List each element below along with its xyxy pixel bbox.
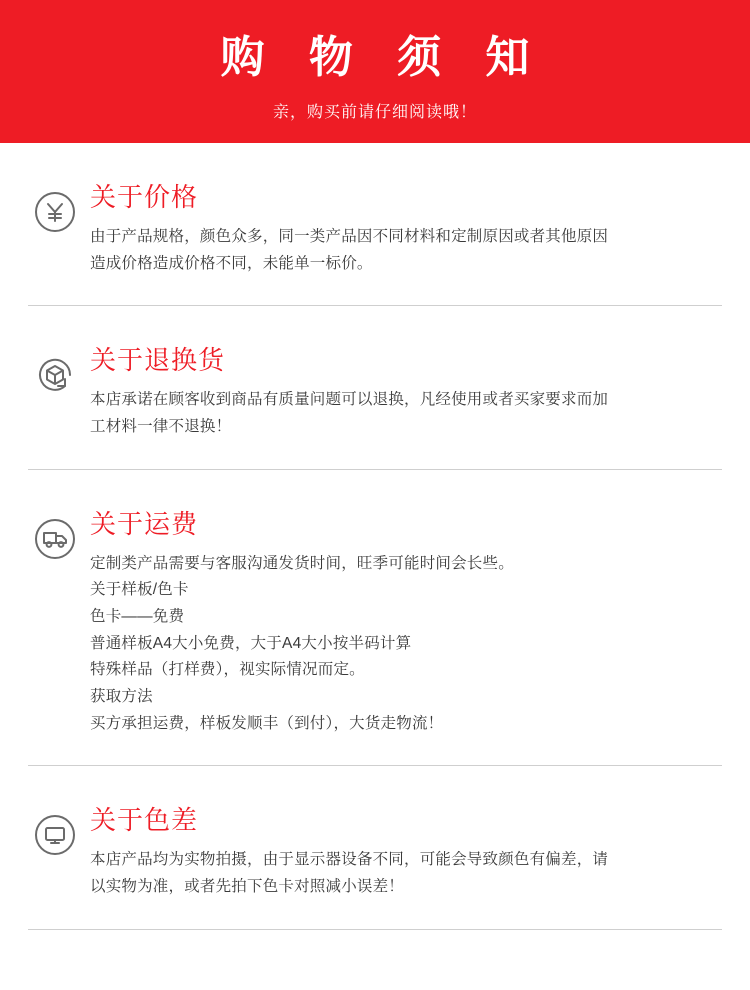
section-line: 普通样板A4大小免费，大于A4大小按半码计算: [90, 634, 412, 652]
section-title: 关于运费: [90, 508, 199, 539]
section-title: 关于价格: [90, 182, 199, 212]
section-color-difference-body: [82, 800, 722, 900]
section-line: 由于产品规格，颜色众多，同一类产品因不同材料和定制原因或者其他原因: [90, 228, 609, 245]
page-banner: [0, 0, 750, 143]
section-line: 定制类产品需要与客服沟通发货时间，旺季可能时间会长些。: [90, 554, 514, 572]
monitor-circle-icon: [28, 800, 82, 856]
page-subtitle: 亲，购买前请仔细阅读哦！: [272, 103, 477, 121]
yen-circle-icon: [28, 177, 82, 233]
return-box-circle-icon: [28, 340, 82, 396]
section-returns: [28, 306, 722, 469]
section-text: [90, 224, 722, 277]
notice-sections: [0, 143, 750, 930]
section-line: 特殊样品（打样费），视实际情况而定。: [90, 661, 365, 679]
page-bottom-spacer: [0, 930, 750, 990]
section-shipping-body: [82, 504, 722, 738]
section-price-body: [82, 177, 722, 277]
section-color-difference: [28, 766, 722, 929]
truck-circle-icon: [28, 504, 82, 560]
section-shipping: [28, 470, 722, 767]
section-text: [90, 551, 722, 738]
section-title: 关于退换货: [90, 345, 226, 376]
section-line: 色卡——免费: [90, 607, 185, 625]
section-line: 关于样板/色卡: [90, 581, 189, 599]
page-title: 购 物 须 知: [220, 32, 546, 82]
section-line: 获取方法: [90, 687, 153, 705]
section-text: [90, 847, 722, 900]
section-price: [28, 143, 722, 306]
section-line: 买方承担运费，样板发顺丰（到付），大货走物流！: [90, 714, 444, 732]
section-line: 工材料一律不退换！: [90, 417, 232, 435]
section-returns-body: [82, 340, 722, 440]
section-line: 本店产品均为实物拍摄，由于显示器设备不同，可能会导致颜色有偏差，请: [90, 851, 609, 869]
section-text: [90, 387, 722, 440]
section-line: 造成价格造成价格不同，未能单一标价。: [90, 254, 373, 272]
section-line: 以实物为准，或者先拍下色卡对照减小误差！: [90, 877, 405, 895]
section-line: 本店承诺在顾客收到商品有质量问题可以退换，凡经使用或者买家要求而加: [90, 391, 609, 409]
section-title: 关于色差: [90, 805, 199, 836]
